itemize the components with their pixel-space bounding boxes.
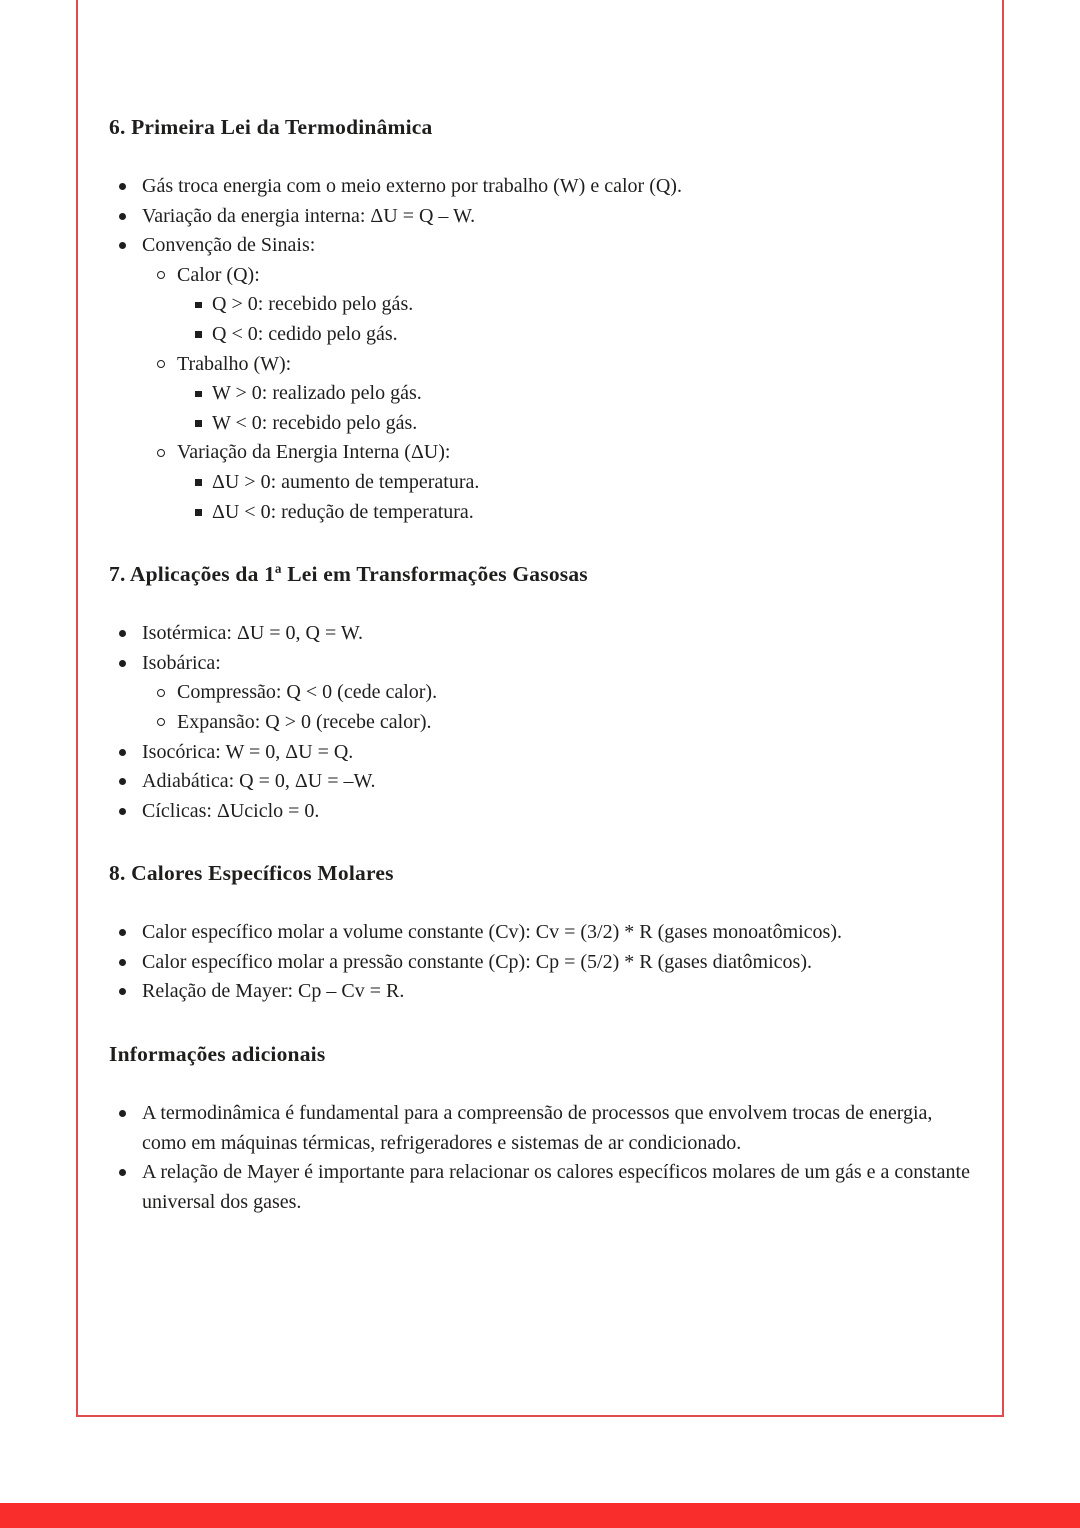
list-item-text: Variação da energia interna: ΔU = Q – W. (142, 204, 476, 227)
section-7-list (109, 619, 972, 826)
page-frame (76, 0, 1004, 1417)
bullet-icon (119, 959, 126, 966)
list-item-text: Convenção de Sinais: (142, 234, 316, 257)
footer-bar (0, 1503, 1080, 1528)
list-item-text: Compressão: Q < 0 (cede calor). (177, 681, 438, 704)
square-bullet-icon (195, 509, 202, 516)
list-item-text: Variação da Energia Interna (ΔU): (177, 441, 451, 464)
list-item-text: W < 0: recebido pelo gás. (212, 411, 418, 434)
list-item (109, 172, 972, 202)
list-item-text: Calor específico molar a volume constante (Cv): Cv = (3/2) * R (gases monoatômicos). (142, 921, 842, 944)
list-item (109, 350, 972, 380)
list-item-text: Calor específico molar a pressão constante (Cp): Cp = (5/2) * R (gases diatômicos). (142, 950, 812, 973)
bullet-icon (119, 988, 126, 995)
list-item-text: Q > 0: recebido pelo gás. (212, 293, 414, 316)
list-item (109, 797, 972, 827)
bullet-icon (119, 1110, 126, 1117)
circle-bullet-icon (157, 689, 165, 697)
list-item-text: A termodinâmica é fundamental para a compreensão de processos que envolvem trocas de energia, como em máquinas térmicas, refrigeradores e sistemas de ar condicionado. (142, 1102, 933, 1154)
list-item (109, 409, 972, 439)
list-item (109, 619, 972, 649)
list-item (109, 977, 972, 1007)
bullet-icon (119, 778, 126, 785)
list-item (109, 261, 972, 291)
square-bullet-icon (195, 479, 202, 486)
list-item (109, 948, 972, 978)
list-item-text: Trabalho (W): (177, 352, 292, 375)
bullet-icon (119, 929, 126, 936)
list-item (109, 678, 972, 708)
section-info-list (109, 1099, 972, 1217)
list-item-text: Q < 0: cedido pelo gás. (212, 322, 398, 345)
list-item (109, 320, 972, 350)
square-bullet-icon (195, 302, 202, 309)
square-bullet-icon (195, 391, 202, 398)
list-item (109, 738, 972, 768)
list-item (109, 1158, 972, 1217)
list-item-text: Calor (Q): (177, 263, 260, 286)
list-item (109, 468, 972, 498)
bullet-icon (119, 183, 126, 190)
section-heading-8: 8. Calores Específicos Molares (109, 861, 394, 886)
list-item-text: Isocórica: W = 0, ΔU = Q. (142, 740, 354, 763)
list-item (109, 1099, 972, 1158)
list-item-text: ΔU < 0: redução de temperatura. (212, 500, 474, 523)
bullet-icon (119, 1169, 126, 1176)
list-item (109, 918, 972, 948)
page-content (78, 0, 1002, 1217)
bullet-icon (119, 213, 126, 220)
circle-bullet-icon (157, 718, 165, 726)
circle-bullet-icon (157, 360, 165, 368)
list-item-text: Relação de Mayer: Cp – Cv = R. (142, 980, 405, 1003)
list-item (109, 649, 972, 679)
list-item (109, 767, 972, 797)
bullet-icon (119, 660, 126, 667)
bullet-icon (119, 808, 126, 815)
section-heading-info: Informações adicionais (109, 1042, 326, 1067)
list-item-text: Isotérmica: ΔU = 0, Q = W. (142, 622, 363, 645)
list-item-text: W > 0: realizado pelo gás. (212, 382, 422, 405)
list-item-text: ΔU > 0: aumento de temperatura. (212, 470, 480, 493)
section-heading-6: 6. Primeira Lei da Termodinâmica (109, 115, 433, 139)
square-bullet-icon (195, 331, 202, 338)
list-item (109, 290, 972, 320)
square-bullet-icon (195, 420, 202, 427)
list-item-text: Cíclicas: ΔUciclo = 0. (142, 799, 320, 822)
list-item (109, 498, 972, 528)
bullet-icon (119, 630, 126, 637)
list-item-text: Expansão: Q > 0 (recebe calor). (177, 710, 432, 733)
list-item-text: A relação de Mayer é importante para relacionar os calores específicos molares de um gás e a constante universal dos gases. (142, 1161, 970, 1213)
circle-bullet-icon (157, 449, 165, 457)
list-item (109, 708, 972, 738)
list-item-text: Adiabática: Q = 0, ΔU = –W. (142, 770, 376, 793)
circle-bullet-icon (157, 271, 165, 279)
section-8-list (109, 918, 972, 1007)
list-item (109, 202, 972, 232)
list-item (109, 231, 972, 261)
bullet-icon (119, 749, 126, 756)
list-item-text: Isobárica: (142, 651, 221, 674)
bullet-icon (119, 242, 126, 249)
section-heading-7: 7. Aplicações da 1ª Lei em Transformações Gasosas (109, 562, 588, 587)
list-item (109, 438, 972, 468)
list-item-text: Gás troca energia com o meio externo por trabalho (W) e calor (Q). (142, 175, 682, 197)
section-6-list (109, 172, 972, 527)
list-item (109, 379, 972, 409)
